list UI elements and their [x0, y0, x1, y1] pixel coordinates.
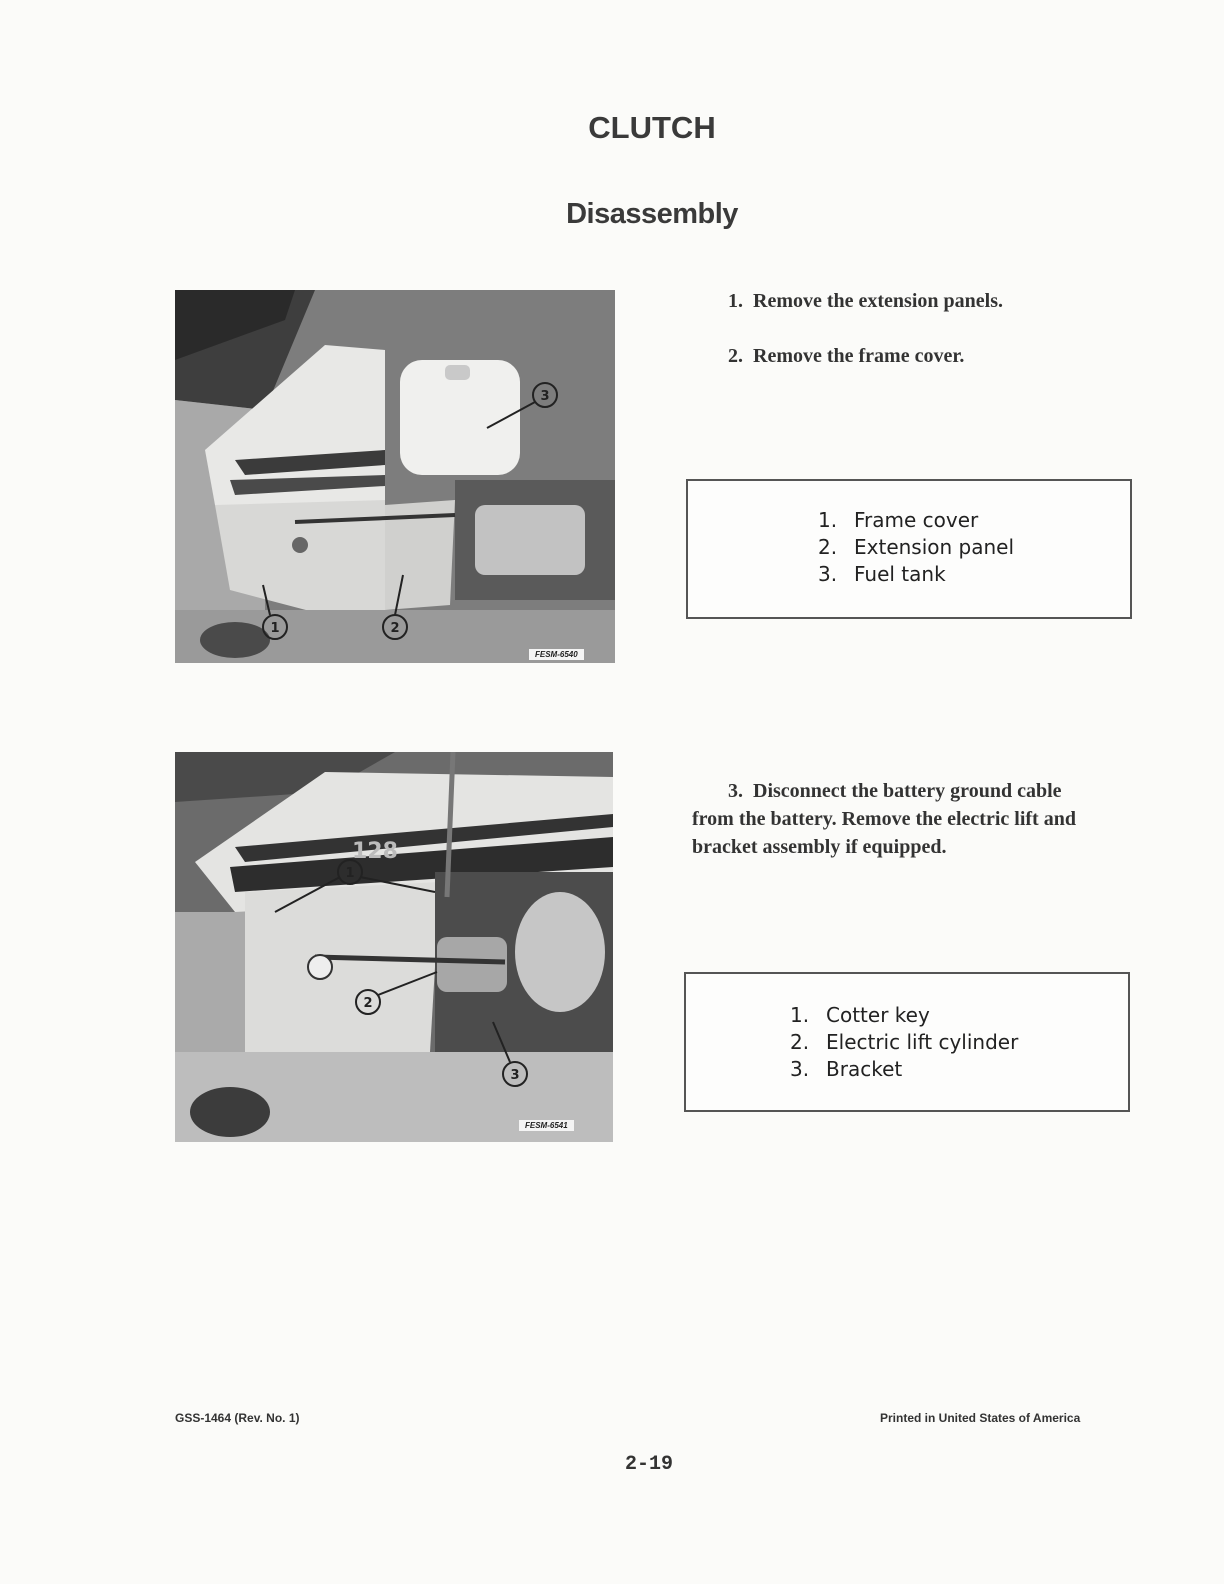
legend-1-item: 1. Frame cover [818, 508, 979, 532]
step-1-text: Remove the extension panels. [753, 290, 1003, 312]
legend-2-item: 2. Electric lift cylinder [790, 1030, 1019, 1054]
figure-2-callout-1: 1 [345, 866, 355, 881]
step-1-number: 1. [728, 290, 743, 312]
figure-1-callout-1: 1 [270, 621, 280, 636]
section-subtitle: Disassembly [566, 198, 738, 230]
figure-2-legend [684, 972, 1130, 1112]
figure-2-illustration [175, 752, 613, 1142]
legend-2-item: 3. Bracket [790, 1057, 903, 1081]
figure-1-photo [175, 290, 615, 663]
legend-2-item: 1. Cotter key [790, 1003, 930, 1027]
step-3-text: Disconnect the battery ground cable from the battery. Remove the electric lift and bracket assembly if equipped. [692, 780, 1076, 858]
figure-1-illustration [175, 290, 615, 663]
legend-1-item: 3. Fuel tank [818, 562, 946, 586]
page-number: 2-19 [625, 1453, 674, 1476]
page-title: CLUTCH [588, 110, 716, 145]
figure-2-callout-3: 3 [510, 1068, 520, 1083]
figure-1-tag: FESM-6540 [529, 649, 584, 660]
figure-2-photo [175, 752, 613, 1142]
figure-2-tag: FESM-6541 [519, 1120, 574, 1131]
figure-2-callout-2: 2 [363, 996, 373, 1011]
step-1 [728, 287, 1003, 315]
step-2-text: Remove the frame cover. [753, 345, 965, 367]
step-2-number: 2. [728, 345, 743, 367]
figure-1-legend [686, 479, 1132, 619]
figure-1-callout-2: 2 [390, 621, 400, 636]
step-3-number: 3. [728, 780, 743, 802]
step-3 [692, 777, 1087, 861]
legend-1-item: 2. Extension panel [818, 535, 1015, 559]
footer-document-code: GSS-1464 (Rev. No. 1) [175, 1411, 300, 1425]
footer-print-notice: Printed in United States of America [880, 1411, 1081, 1425]
figure-1-callout-3: 3 [540, 389, 550, 404]
figure-2-model-badge: 128 [352, 839, 398, 864]
step-2 [728, 342, 964, 370]
